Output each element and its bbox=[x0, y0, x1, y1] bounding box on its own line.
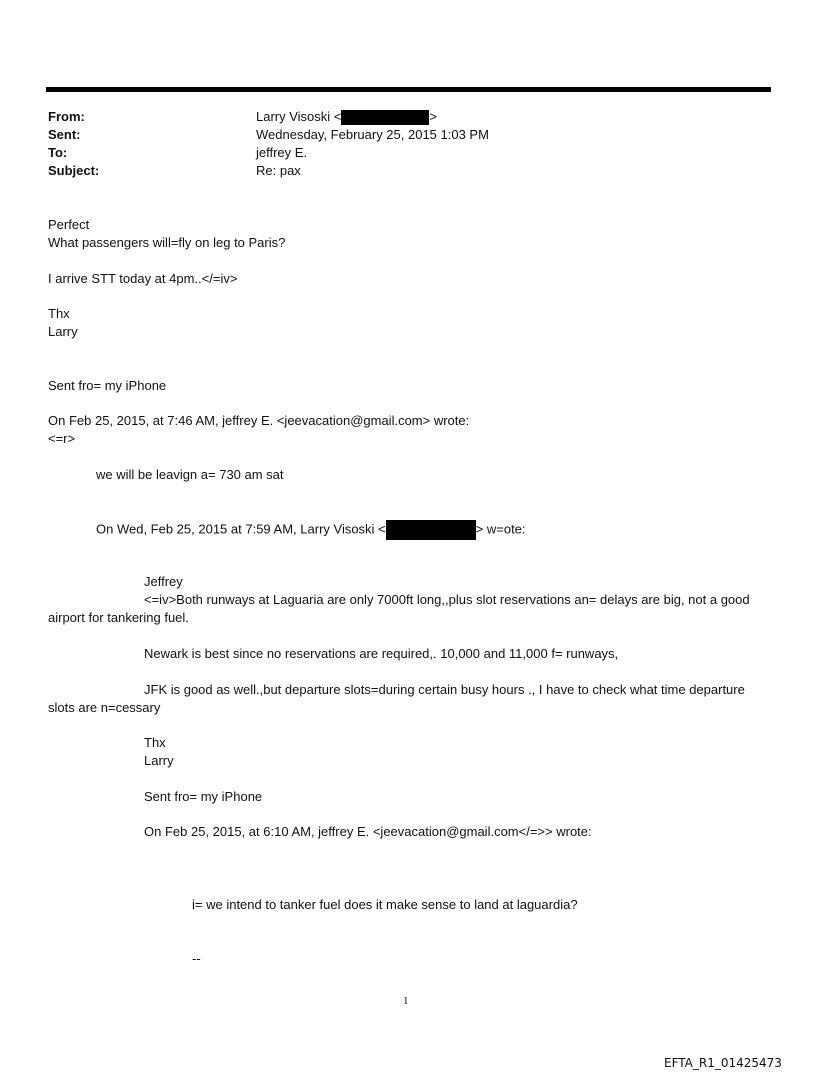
quoted-line: airport for tankering fuel. bbox=[48, 610, 189, 625]
sent-from-line: Sent fro= my iPhone bbox=[48, 378, 167, 393]
from-name: Larry Visoski < bbox=[256, 109, 342, 124]
header-rule bbox=[46, 87, 771, 92]
quoted-line: Jeffrey bbox=[144, 574, 183, 589]
quote-header: On Feb 25, 2015, at 7:46 AM, jeffrey E. <jeevacation@gmail.com> wrote: bbox=[48, 413, 470, 428]
quoted-line: JFK is good as well.,but departure slots=during certain busy hours ., I have to check what time departure bbox=[144, 682, 745, 697]
sent-row bbox=[48, 126, 489, 144]
from-value bbox=[256, 108, 437, 126]
from-close: > bbox=[429, 109, 437, 124]
bates-number: EFTA_R1_01425473 bbox=[664, 1056, 782, 1070]
to-row bbox=[48, 144, 489, 162]
signoff-name: Larry bbox=[48, 324, 78, 339]
quoted-line: Thx bbox=[144, 735, 166, 750]
from-row bbox=[48, 108, 489, 126]
signoff-thx: Thx bbox=[48, 306, 70, 321]
quoted-line: Larry bbox=[144, 753, 174, 768]
quote-header-tail: > w=ote: bbox=[475, 521, 526, 537]
body-line: What passengers will=fly on leg to Paris? bbox=[48, 235, 286, 250]
quote-header-text: On Wed, Feb 25, 2015 at 7:59 AM, Larry Visoski < bbox=[96, 521, 386, 537]
sent-label: Sent: bbox=[48, 127, 81, 142]
subject-label: Subject: bbox=[48, 163, 100, 178]
quoted-line: slots are n=cessary bbox=[48, 700, 161, 715]
quote-header: On Feb 25, 2015, at 6:10 AM, jeffrey E. <jeevacation@gmail.com</=>> wrote: bbox=[144, 824, 592, 839]
from-label: From: bbox=[48, 109, 85, 124]
quoted-line: <=iv>Both runways at Laguaria are only 7000ft long,,plus slot reservations an= delays are big, not a good bbox=[144, 592, 750, 607]
sent-value: Wednesday, February 25, 2015 1:03 PM bbox=[256, 127, 489, 142]
email-header bbox=[48, 108, 489, 180]
to-value: jeffrey E. bbox=[256, 145, 308, 160]
quoted-line: i= we intend to tanker fuel does it make sense to land at laguardia? bbox=[192, 897, 578, 912]
quoted-line: Sent fro= my iPhone bbox=[144, 789, 263, 804]
quoted-line: Newark is best since no reservations are required,. 10,000 and 11,000 f= runways, bbox=[144, 646, 619, 661]
quote-header bbox=[96, 520, 526, 540]
redaction-box bbox=[341, 110, 429, 125]
signature-separator: -- bbox=[192, 951, 201, 966]
body-line: <=r> bbox=[48, 431, 76, 446]
redaction-box bbox=[386, 520, 476, 540]
subject-row bbox=[48, 162, 489, 180]
subject-value: Re: pax bbox=[256, 163, 301, 178]
body-line: Perfect bbox=[48, 217, 90, 232]
quoted-line: we will be leavign a= 730 am sat bbox=[96, 467, 284, 482]
to-label: To: bbox=[48, 145, 68, 160]
page-number: 1 bbox=[403, 995, 409, 1007]
body-line: I arrive STT today at 4pm..</=iv> bbox=[48, 271, 238, 286]
